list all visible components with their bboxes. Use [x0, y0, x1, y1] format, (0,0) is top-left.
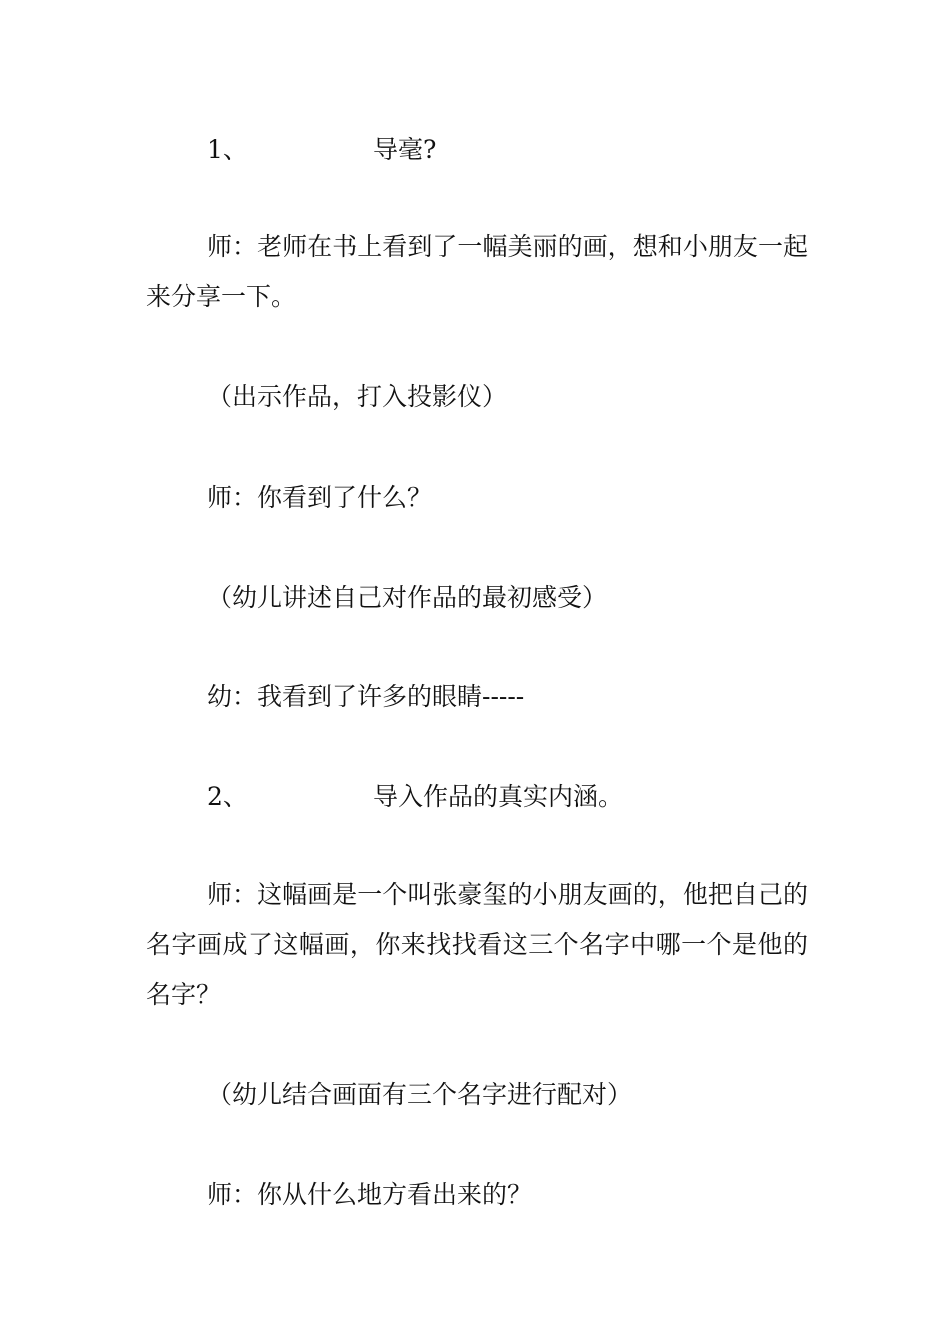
heading-number: 1、	[207, 135, 248, 164]
child-response: 幼：我看到了许多的眼睛-----	[207, 682, 525, 711]
stage-direction: （出示作品，打入投影仪）	[207, 382, 508, 411]
teacher-question: 师：你看到了什么？	[207, 483, 433, 512]
stage-direction: （幼儿讲述自己对作品的最初感受）	[207, 583, 608, 612]
heading-text: 导入作品的真实内涵。	[373, 782, 624, 811]
heading-number: 2、	[207, 782, 248, 811]
numbered-heading-2	[207, 772, 623, 822]
stage-direction: （幼儿结合画面有三个名字进行配对）	[207, 1080, 633, 1109]
teacher-paragraph: 师：这幅画是一个叫张豪玺的小朋友画的，他把自己的名字画成了这幅画，你来找找看这三个名字中哪一个是他的名字？	[146, 880, 808, 1009]
teacher-paragraph: 师：老师在书上看到了一幅美丽的画，想和小朋友一起来分享一下。	[146, 232, 808, 311]
teacher-question: 师：你从什么地方看出来的？	[207, 1180, 533, 1209]
numbered-heading-1	[207, 125, 436, 175]
heading-text: 导毫?	[373, 135, 437, 164]
